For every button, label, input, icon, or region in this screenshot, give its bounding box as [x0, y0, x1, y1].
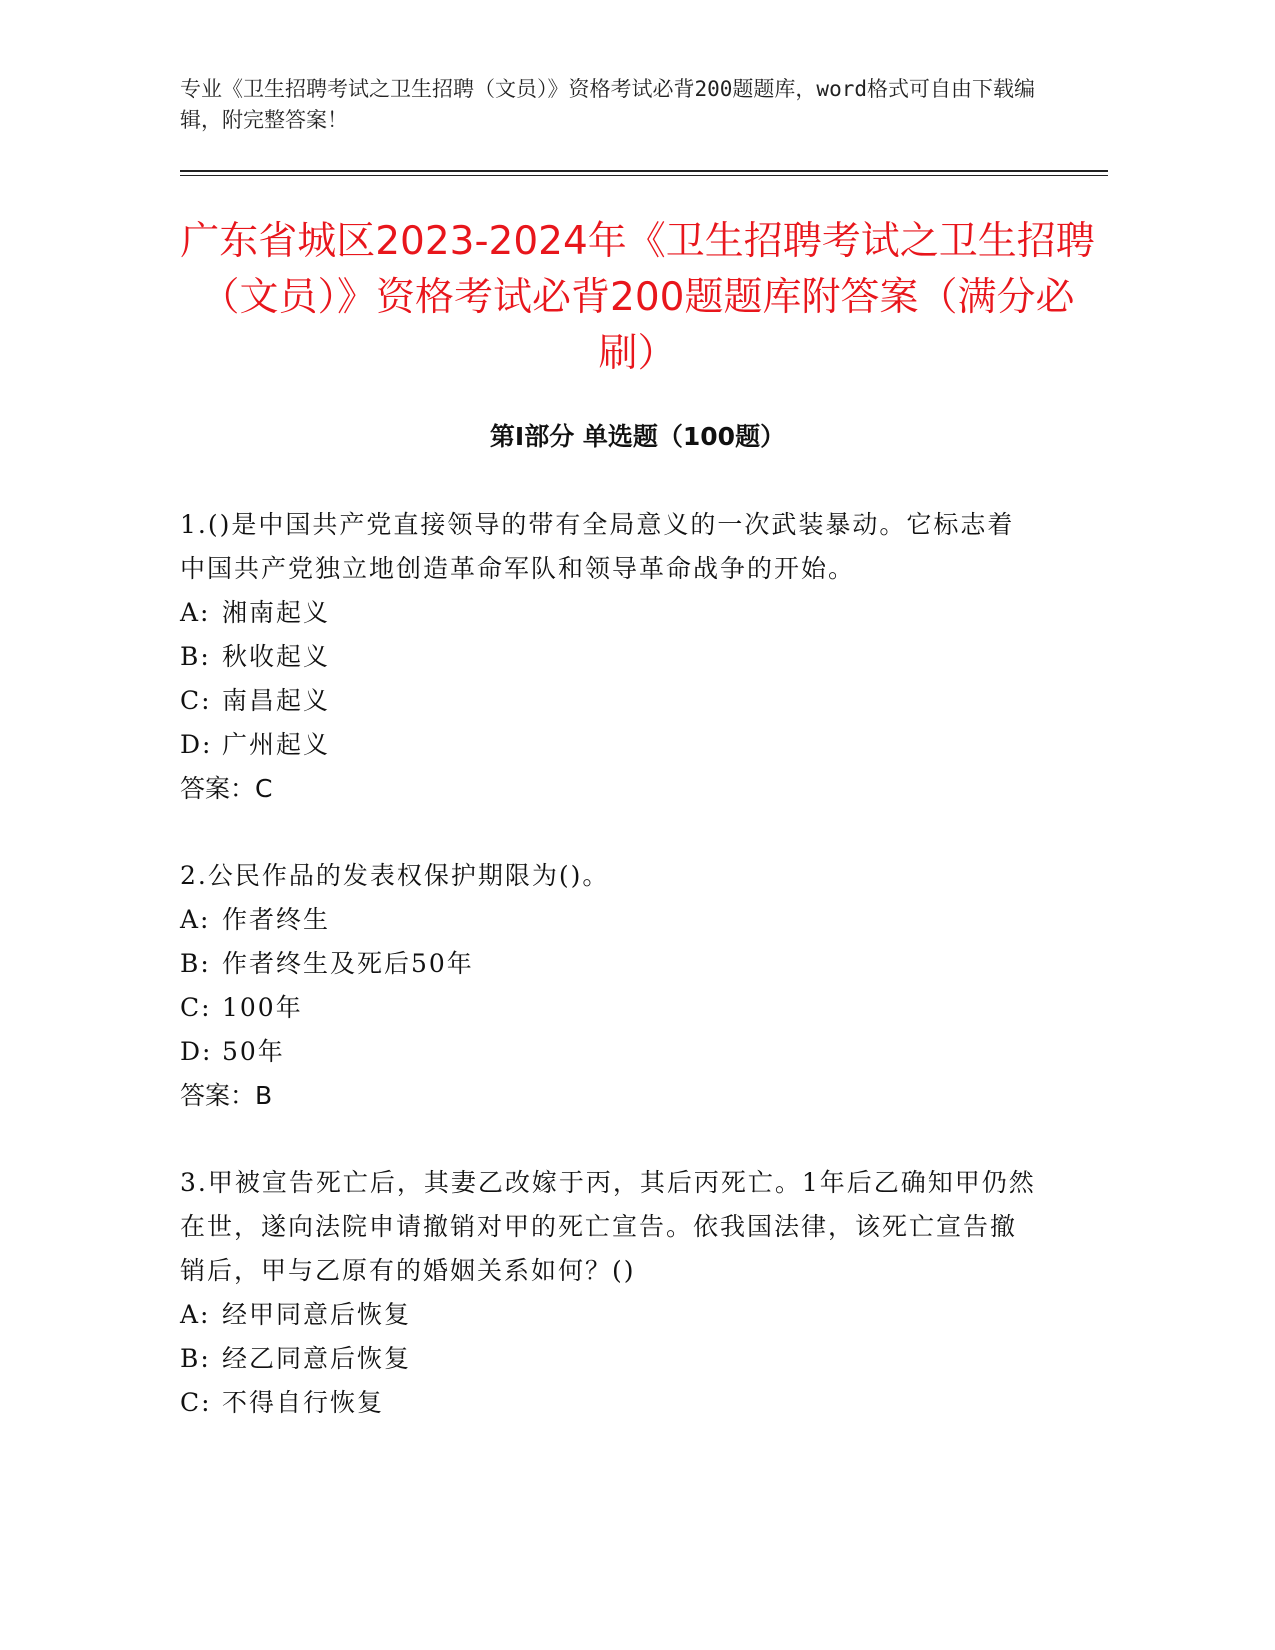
option-text: 100年: [222, 993, 303, 1022]
option-label: D:: [180, 730, 213, 759]
option-c: [180, 986, 1040, 1030]
option-text: 广州起义: [222, 730, 331, 759]
option-c: [180, 1381, 1040, 1425]
option-label: A:: [180, 1300, 211, 1329]
option-c: [180, 679, 1040, 723]
answer-line: 答案：B: [180, 1081, 273, 1110]
question-2: [180, 854, 1040, 1118]
question-stem: 2.公民作品的发表权保护期限为()。: [180, 861, 610, 890]
document-title: 广东省城区2023-2024年《卫生招聘考试之卫生招聘（文员）》资格考试必背200题题库附答案（满分必刷）: [180, 219, 1095, 376]
option-label: A:: [180, 598, 211, 627]
option-text: 南昌起义: [222, 686, 331, 715]
question-3: [180, 1161, 1040, 1425]
option-a: [180, 1293, 1040, 1337]
question-stem: 1.()是中国共产党直接领导的带有全局意义的一次武装暴动。它标志着中国共产党独立地创造革命军队和领导革命战争的开始。: [180, 510, 1015, 583]
option-text: 湘南起义: [222, 598, 331, 627]
header-divider-bottom: [180, 175, 1108, 176]
option-text: 作者终生及死后50年: [222, 949, 474, 978]
option-label: C:: [180, 686, 212, 715]
option-text: 秋收起义: [222, 642, 331, 671]
option-a: [180, 898, 1040, 942]
header-divider-top: [180, 170, 1108, 172]
option-text: 经乙同意后恢复: [222, 1344, 412, 1373]
answer-line: 答案：C: [180, 774, 273, 803]
option-label: B:: [180, 642, 211, 671]
option-d: [180, 723, 1040, 767]
section-title: 第Ⅰ部分 单选题（100题）: [489, 422, 786, 451]
option-text: 不得自行恢复: [222, 1388, 385, 1417]
header-note: 专业《卫生招聘考试之卫生招聘（文员）》资格考试必背200题题库，word格式可自由下载编辑，附完整答案！: [180, 77, 1035, 132]
option-label: C:: [180, 1388, 212, 1417]
option-d: [180, 1030, 1040, 1074]
option-label: B:: [180, 1344, 211, 1373]
option-label: C:: [180, 993, 212, 1022]
option-text: 50年: [222, 1037, 285, 1066]
option-a: [180, 591, 1040, 635]
option-label: A:: [180, 905, 211, 934]
question-list: [180, 503, 1040, 1468]
option-b: [180, 1337, 1040, 1381]
question-stem: 3.甲被宣告死亡后，其妻乙改嫁于丙，其后丙死亡。1年后乙确知甲仍然在世，遂向法院申请撤销对甲的死亡宣告。依我国法律，该死亡宣告撤销后，甲与乙原有的婚姻关系如何？(): [180, 1168, 1036, 1285]
question-1: [180, 503, 1040, 811]
option-label: D:: [180, 1037, 213, 1066]
option-text: 经甲同意后恢复: [222, 1300, 412, 1329]
option-b: [180, 635, 1040, 679]
option-b: [180, 942, 1040, 986]
option-label: B:: [180, 949, 211, 978]
option-text: 作者终生: [222, 905, 331, 934]
